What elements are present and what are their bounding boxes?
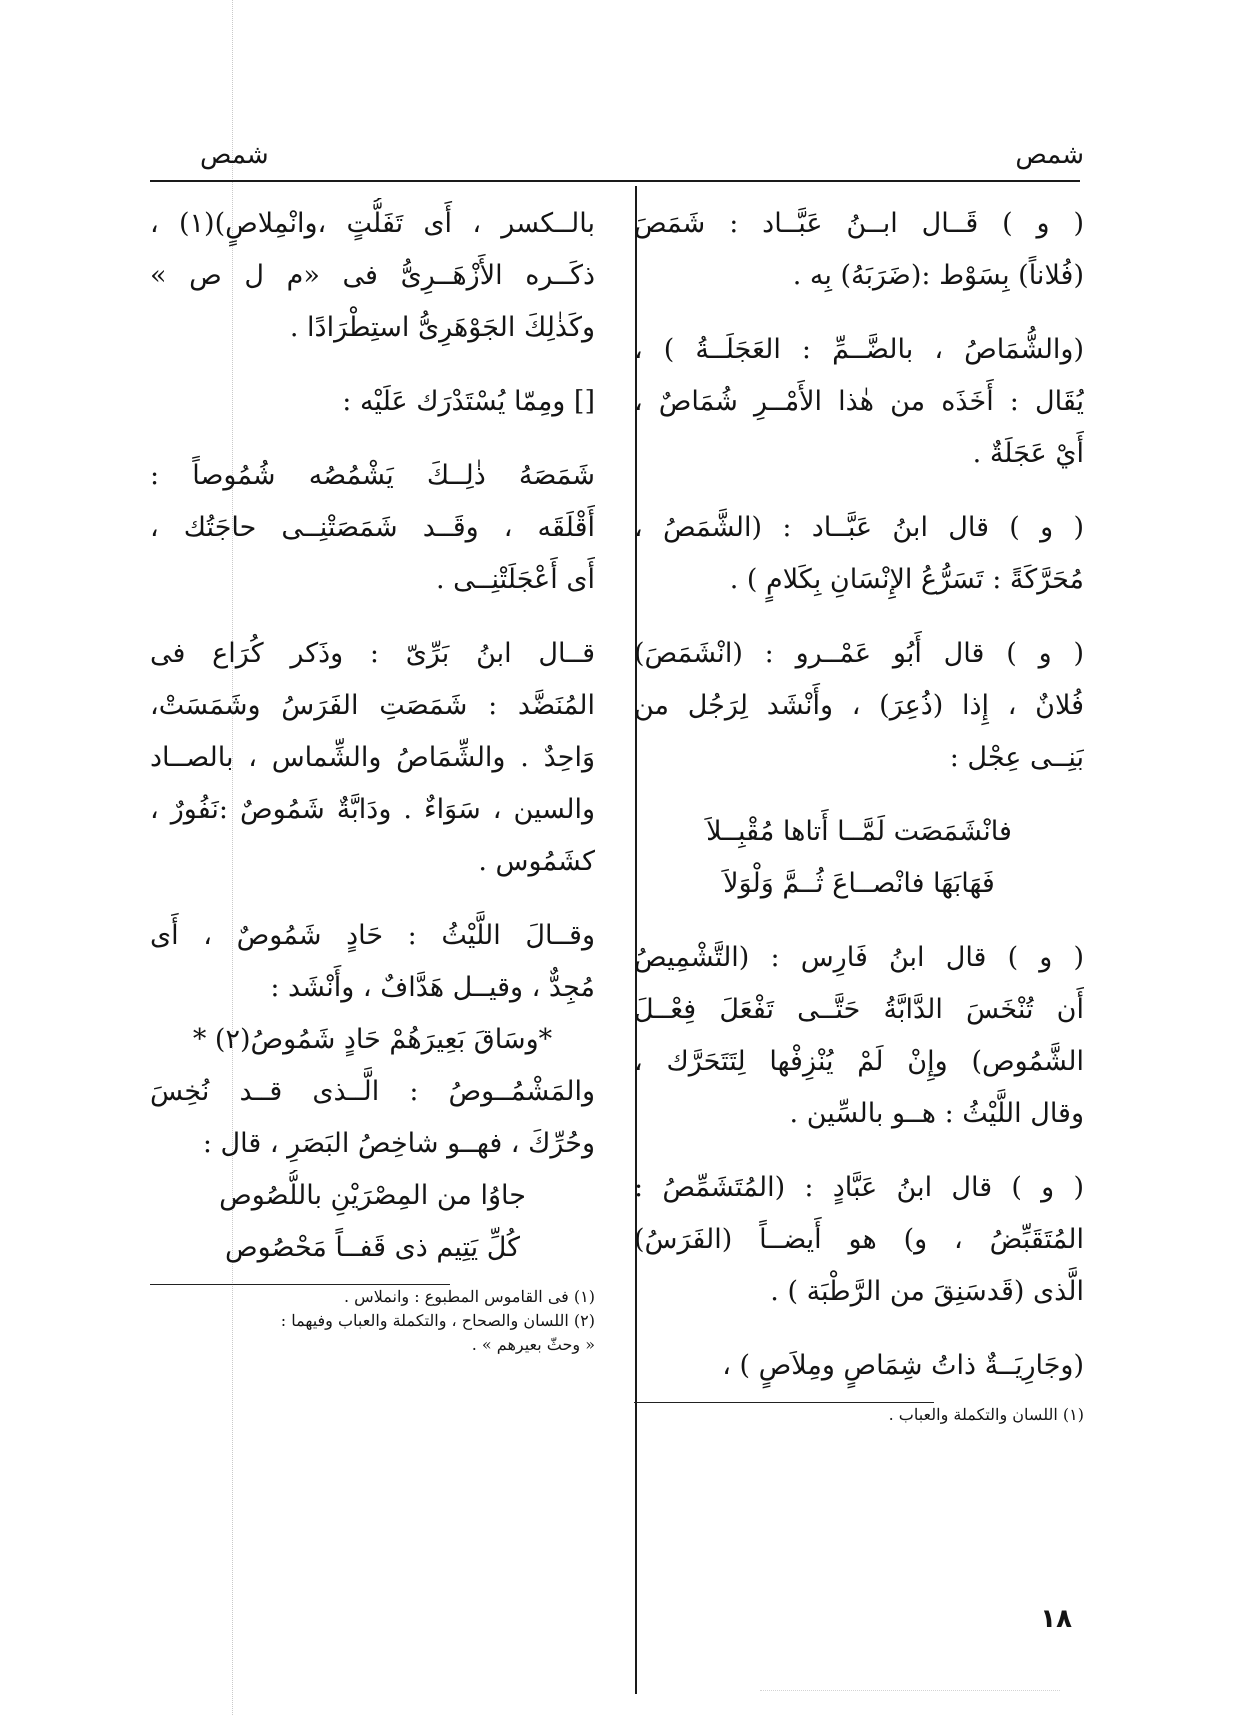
paragraph-gap [150,888,595,910]
text-line: وقال اللَّيْثُ : هــو بالسِّين . [789,1098,1084,1129]
text-line: والسين ، سَوَاءٌ . ودَابَّةٌ شَمُوصٌ :نَفُورٌ ، [150,794,595,825]
text-line: والمَشْمُــوصُ : الَّــذى قــد نُخِسَ [150,1076,595,1107]
right-column [634,198,1084,1427]
text-line: يُقَال : أَخَذَه من هٰذا الأَمْــرِ شُمَاصٌ ، [634,386,1084,417]
verse-line: كُلِّ يَتِيم ذى قَفــاً مَحْصُوص [224,1232,521,1263]
text-line: المُتَقَبِّضُ ، و) هو أَيضــاً (الفَرَسُ) [634,1224,1084,1255]
text-line: (والشُّمَاصُ ، بالضَّــمِّ : العَجَلَــةُ ) ، [634,334,1084,365]
paragraph-gap [634,480,1084,502]
text-line: الشَّمُوص) وإِنْ لَمْ يُنْزِفْها لِتَتَحَرَّك ، [634,1046,1084,1077]
text-line: أَيْ عَجَلَةٌ . [972,438,1084,469]
text-line: أَقْلَقَه ، وقَــد شَمَصَتْنِــى حاجَتُك ، [150,512,595,543]
verse-line: *وسَاقَ بَعِيرَهُمْ حَادٍ شَمُوصُ(٢) * [192,1024,553,1055]
paragraph-gap [150,428,595,450]
text-line: أَى أَعْجَلَتْنِــى . [436,564,595,595]
paragraph-gap [150,606,595,628]
paragraph-gap [634,1140,1084,1162]
header-rule [150,180,1080,182]
running-header-left: شمص [200,140,269,170]
text-line: الَّذى (قَدسَنِقَ من الرَّطْبَة ) . [770,1276,1084,1307]
text-line: مُحَرَّكَةً : تَسَرُّعُ الإِنْسَانِ بِكَلامٍ ) . [729,564,1084,595]
left-column [150,198,595,1357]
text-line: وقــالَ اللَّيْثُ : حَادٍ شَمُوصٌ ، أَى [150,920,595,951]
paragraph-gap [634,784,1084,806]
text-line: شَمَصَهُ ذٰلِــكَ يَشْمُصُه شُمُوصاً : [150,460,595,491]
text-line: قــال ابنُ بَرِّىّ : وذَكر كُرَاع فى [150,638,595,669]
page-number: ١٨ [1040,1604,1072,1634]
text-line: كشَمُوس . [478,846,595,877]
text-line: ( و ) قال ابنُ فَارِس : (التَّشْمِيصُ [634,942,1084,973]
text-line: (وجَارِيَــةٌ ذاتُ شِمَاصٍ ومِلاَصٍ ) ، [722,1350,1084,1381]
text-line: بالــكسر ، أَى تَفَلُّتٍ ،وانْمِلاصٍ)(١) ، [150,208,595,239]
text-line: ذكَــره الأَزْهَــرِىُّ فى «م ل ص » [150,260,595,291]
text-line: [] ومِمّا يُسْتَدْرَك عَلَيْه : [342,386,595,417]
scan-noise [760,1690,1060,1695]
verse-line: فَهَابَهَا فانْصــاعَ ثُــمَّ وَلْوَلاَ [723,868,995,899]
text-line: مُجِدٌّ ، وقيــل هَدَّافٌ ، وأَنْشَد : [270,972,595,1003]
text-line: وكَذٰلِكَ الجَوْهَرِىُّ استِطْرَادًا . [289,312,595,343]
text-line: وحُرِّكَ ، فهــو شاخِصُ البَصَرِ ، قال : [202,1128,595,1159]
footnote: (١) اللسان والتكملة والعباب . [888,1405,1084,1424]
text-line: ( و ) قال ابنُ عَبَّادٍ : (المُتَشَمِّصُ : [634,1172,1084,1203]
text-line: بَنِــى عِجْل : [949,742,1084,773]
text-line: وَاحِدٌ . والشِّمَاصُ والشِّماس ، بالصــاد [150,742,595,773]
running-header-right: شمص [1015,140,1084,170]
footnote: (٢) اللسان والصحاح ، والتكملة والعباب وفيهما : [280,1311,595,1330]
text-line: ( و ) قال ابنُ عَبَّــاد : (الشَّمَصُ ، [634,512,1084,543]
text-line: فُلانٌ ، إِذا (ذُعِرَ) ، وأَنْشَد لِرَجُل من [634,690,1084,721]
paragraph-gap [634,302,1084,324]
text-line: أَن تُنْخَسَ الدَّابَّةُ حَتَّــى تَفْعَلَ فِعْــلَ [634,994,1084,1025]
text-line: ( و ) قال أَبُو عَمْــرو : (انْشَمَصَ) [634,638,1084,669]
text-line: (فُلاناً) بِسَوْط :(ضَرَبَهُ) بِه . [792,260,1084,291]
paragraph-gap [150,354,595,376]
text-line: ( و ) قَــال ابــنُ عَبَّــاد : شَمَصَ [634,208,1084,239]
paragraph-gap [634,606,1084,628]
verse-line: فانْشَمَصَت لَمَّــا أَتاها مُقْبِــلاَ [706,816,1012,847]
footnote: « وحثّ بعيرهم » . [471,1335,595,1354]
verse-line: جاوُا من المِصْرَيْنِ باللُّصُوص [219,1180,526,1211]
paragraph-gap [634,1318,1084,1340]
paragraph-gap [634,910,1084,932]
text-line: المُنَضَّد : شَمَصَتِ الفَرَسُ وشَمَسَتْ، [150,690,595,721]
footnote: (١) فى القاموس المطبوع : وانملاس . [343,1287,595,1306]
